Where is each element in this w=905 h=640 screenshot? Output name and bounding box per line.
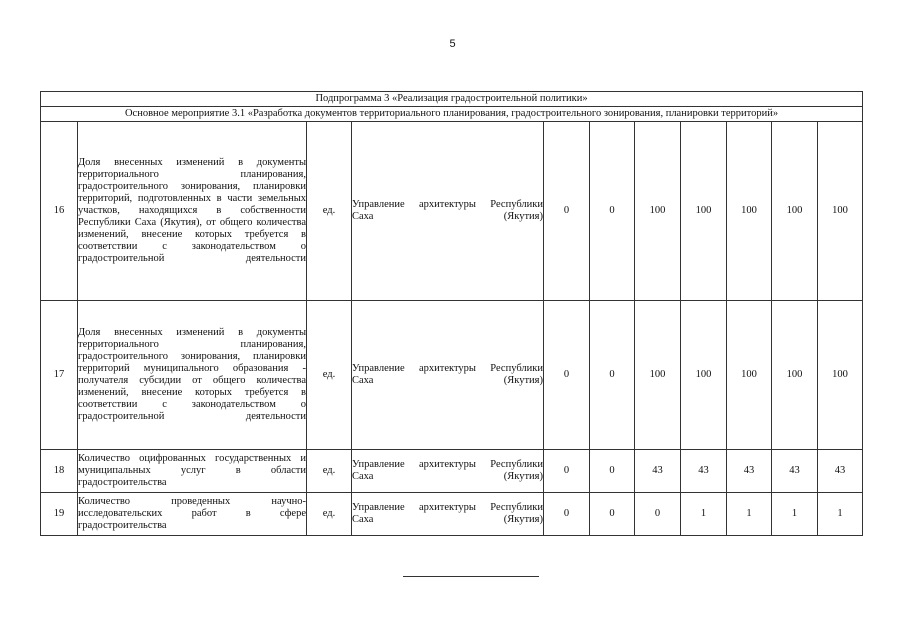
value-cell: 0 xyxy=(544,301,590,450)
value-cell: 100 xyxy=(818,301,863,450)
indicator-name: Доля внесенных изменений в документы территориального планирования, градостроительного зонирования, планировки территорий, подготовленных в части земельных участков, находящихся в собственности Республики Саха (Якутия), от общего количества изменений, внесение которых требуется в соответствии с законодательством о градостроительной деятельности xyxy=(78,122,307,301)
indicator-name: Количество оцифрованных государственных и муниципальных услуг в области градостроительства xyxy=(78,450,307,493)
value-cell: 0 xyxy=(544,493,590,536)
measure-title: Основное мероприятие 3.1 «Разработка документов территориального планирования, градостроительного зонирования, планировки территорий» xyxy=(41,107,863,122)
value-cell: 100 xyxy=(772,122,818,301)
value-cell: 100 xyxy=(681,301,727,450)
value-cell: 1 xyxy=(681,493,727,536)
table-row xyxy=(41,122,863,301)
subprogram-row xyxy=(41,92,863,107)
executor-cell: Управление архитектуры Республики Саха (Якутия) xyxy=(352,450,544,493)
unit-cell: ед. xyxy=(307,493,352,536)
value-cell: 0 xyxy=(590,450,635,493)
value-cell: 1 xyxy=(727,493,772,536)
value-cell: 0 xyxy=(635,493,681,536)
indicator-name: Доля внесенных изменений в документы территориального планирования, градостроительного зонирования, планировки территорий муниципального образования - получателя субсидии от общего количества изменений, внесение которых требуется в соответствии с законодательством о градостроительной деятельности xyxy=(78,301,307,450)
value-cell: 43 xyxy=(681,450,727,493)
indicator-name: Количество проведенных научно-исследовательских работ в сфере градостроительства xyxy=(78,493,307,536)
executor-cell: Управление архитектуры Республики Саха (Якутия) xyxy=(352,301,544,450)
row-number: 16 xyxy=(41,122,78,301)
value-cell: 43 xyxy=(727,450,772,493)
table-row xyxy=(41,450,863,493)
indicators-table xyxy=(40,91,863,536)
row-number: 18 xyxy=(41,450,78,493)
unit-cell: ед. xyxy=(307,301,352,450)
value-cell: 0 xyxy=(590,301,635,450)
value-cell: 43 xyxy=(772,450,818,493)
value-cell: 1 xyxy=(772,493,818,536)
value-cell: 1 xyxy=(818,493,863,536)
row-number: 17 xyxy=(41,301,78,450)
page-number: 5 xyxy=(449,38,456,50)
value-cell: 100 xyxy=(727,301,772,450)
unit-cell: ед. xyxy=(307,122,352,301)
value-cell: 100 xyxy=(818,122,863,301)
measure-row xyxy=(41,107,863,122)
executor-cell: Управление архитектуры Республики Саха (Якутия) xyxy=(352,493,544,536)
row-number: 19 xyxy=(41,493,78,536)
value-cell: 100 xyxy=(772,301,818,450)
value-cell: 0 xyxy=(590,493,635,536)
table-row xyxy=(41,493,863,536)
footnote-separator xyxy=(403,576,539,577)
table-row xyxy=(41,301,863,450)
value-cell: 100 xyxy=(635,301,681,450)
value-cell: 43 xyxy=(635,450,681,493)
value-cell: 0 xyxy=(544,122,590,301)
executor-cell: Управление архитектуры Республики Саха (Якутия) xyxy=(352,122,544,301)
value-cell: 0 xyxy=(590,122,635,301)
unit-cell: ед. xyxy=(307,450,352,493)
value-cell: 43 xyxy=(818,450,863,493)
value-cell: 100 xyxy=(681,122,727,301)
subprogram-title: Подпрограмма 3 «Реализация градостроительной политики» xyxy=(41,92,863,107)
value-cell: 100 xyxy=(635,122,681,301)
value-cell: 0 xyxy=(544,450,590,493)
value-cell: 100 xyxy=(727,122,772,301)
